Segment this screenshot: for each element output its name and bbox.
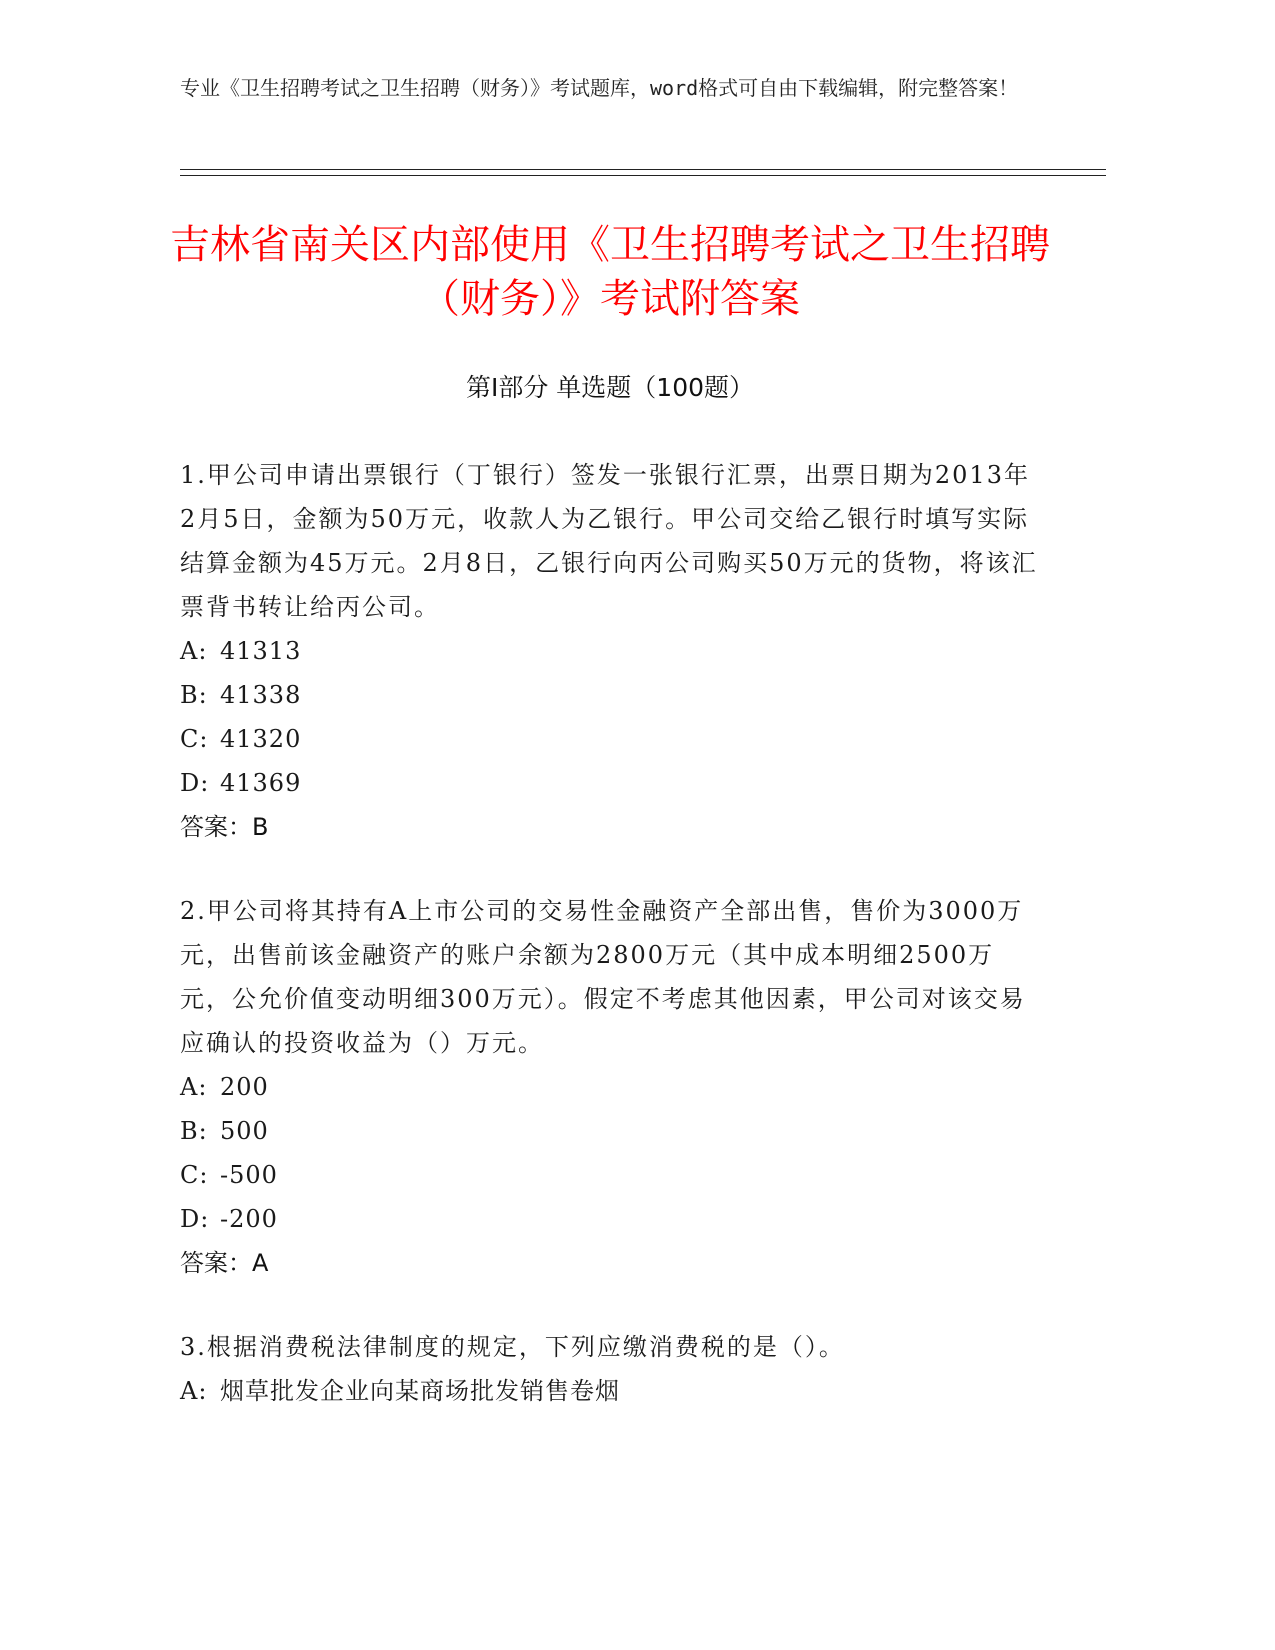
option-value: 41369	[220, 769, 302, 797]
document-title: 吉林省南关区内部使用《卫生招聘考试之卫生招聘（财务）》考试附答案	[170, 222, 1050, 322]
option-key: D:	[180, 1205, 210, 1233]
option-d	[180, 1197, 1040, 1241]
option-b	[180, 673, 1040, 717]
option-key: C:	[180, 725, 209, 753]
option-b	[180, 1109, 1040, 1153]
answer-value: B	[252, 813, 269, 841]
option-key: A:	[180, 1377, 208, 1405]
question-text: 3.根据消费税法律制度的规定，下列应缴消费税的是（）。	[180, 1333, 845, 1361]
header-rule-bottom	[180, 175, 1106, 176]
option-value: 500	[220, 1117, 269, 1145]
answer-line	[180, 805, 1040, 849]
answer-line	[180, 1241, 1040, 1285]
question-text: 2.甲公司将其持有A上市公司的交易性金融资产全部出售，售价为3000万元，出售前该金融资产的账户余额为2800万元（其中成本明细2500万元，公允价值变动明细300万元）。假定不考虑其他因素，甲公司对该交易应确认的投资收益为（）万元。	[180, 897, 1026, 1057]
option-a	[180, 1065, 1040, 1109]
option-key: B:	[180, 681, 208, 709]
option-value: 烟草批发企业向某商场批发销售卷烟	[220, 1377, 620, 1405]
question-2	[180, 889, 1040, 1285]
option-c	[180, 717, 1040, 761]
option-key: A:	[180, 637, 208, 665]
option-key: D:	[180, 769, 210, 797]
option-value: 41320	[220, 725, 302, 753]
header-note: 专业《卫生招聘考试之卫生招聘（财务）》考试题库，word格式可自由下载编辑，附完整答案！	[180, 76, 1019, 100]
option-key: A:	[180, 1073, 208, 1101]
answer-value: A	[252, 1249, 269, 1277]
option-key: C:	[180, 1161, 209, 1189]
answer-label: 答案：	[180, 1249, 252, 1277]
option-a	[180, 629, 1040, 673]
option-value: 41313	[220, 637, 302, 665]
question-1	[180, 453, 1040, 849]
option-key: B:	[180, 1117, 208, 1145]
section-title: 第Ⅰ部分 单选题（100题）	[465, 373, 755, 402]
option-value: 200	[220, 1073, 269, 1101]
option-value: 41338	[220, 681, 302, 709]
option-c	[180, 1153, 1040, 1197]
option-value: -500	[220, 1161, 278, 1189]
option-d	[180, 761, 1040, 805]
question-text: 1.甲公司申请出票银行（丁银行）签发一张银行汇票，出票日期为2013年2月5日，金额为50万元，收款人为乙银行。甲公司交给乙银行时填写实际结算金额为45万元。2月8日，乙银行向丙公司购买50万元的货物，将该汇票背书转让给丙公司。	[180, 461, 1038, 621]
option-value: -200	[220, 1205, 278, 1233]
question-3	[180, 1325, 1040, 1413]
option-a	[180, 1369, 1040, 1413]
header-rule-top	[180, 169, 1106, 170]
answer-label: 答案：	[180, 813, 252, 841]
